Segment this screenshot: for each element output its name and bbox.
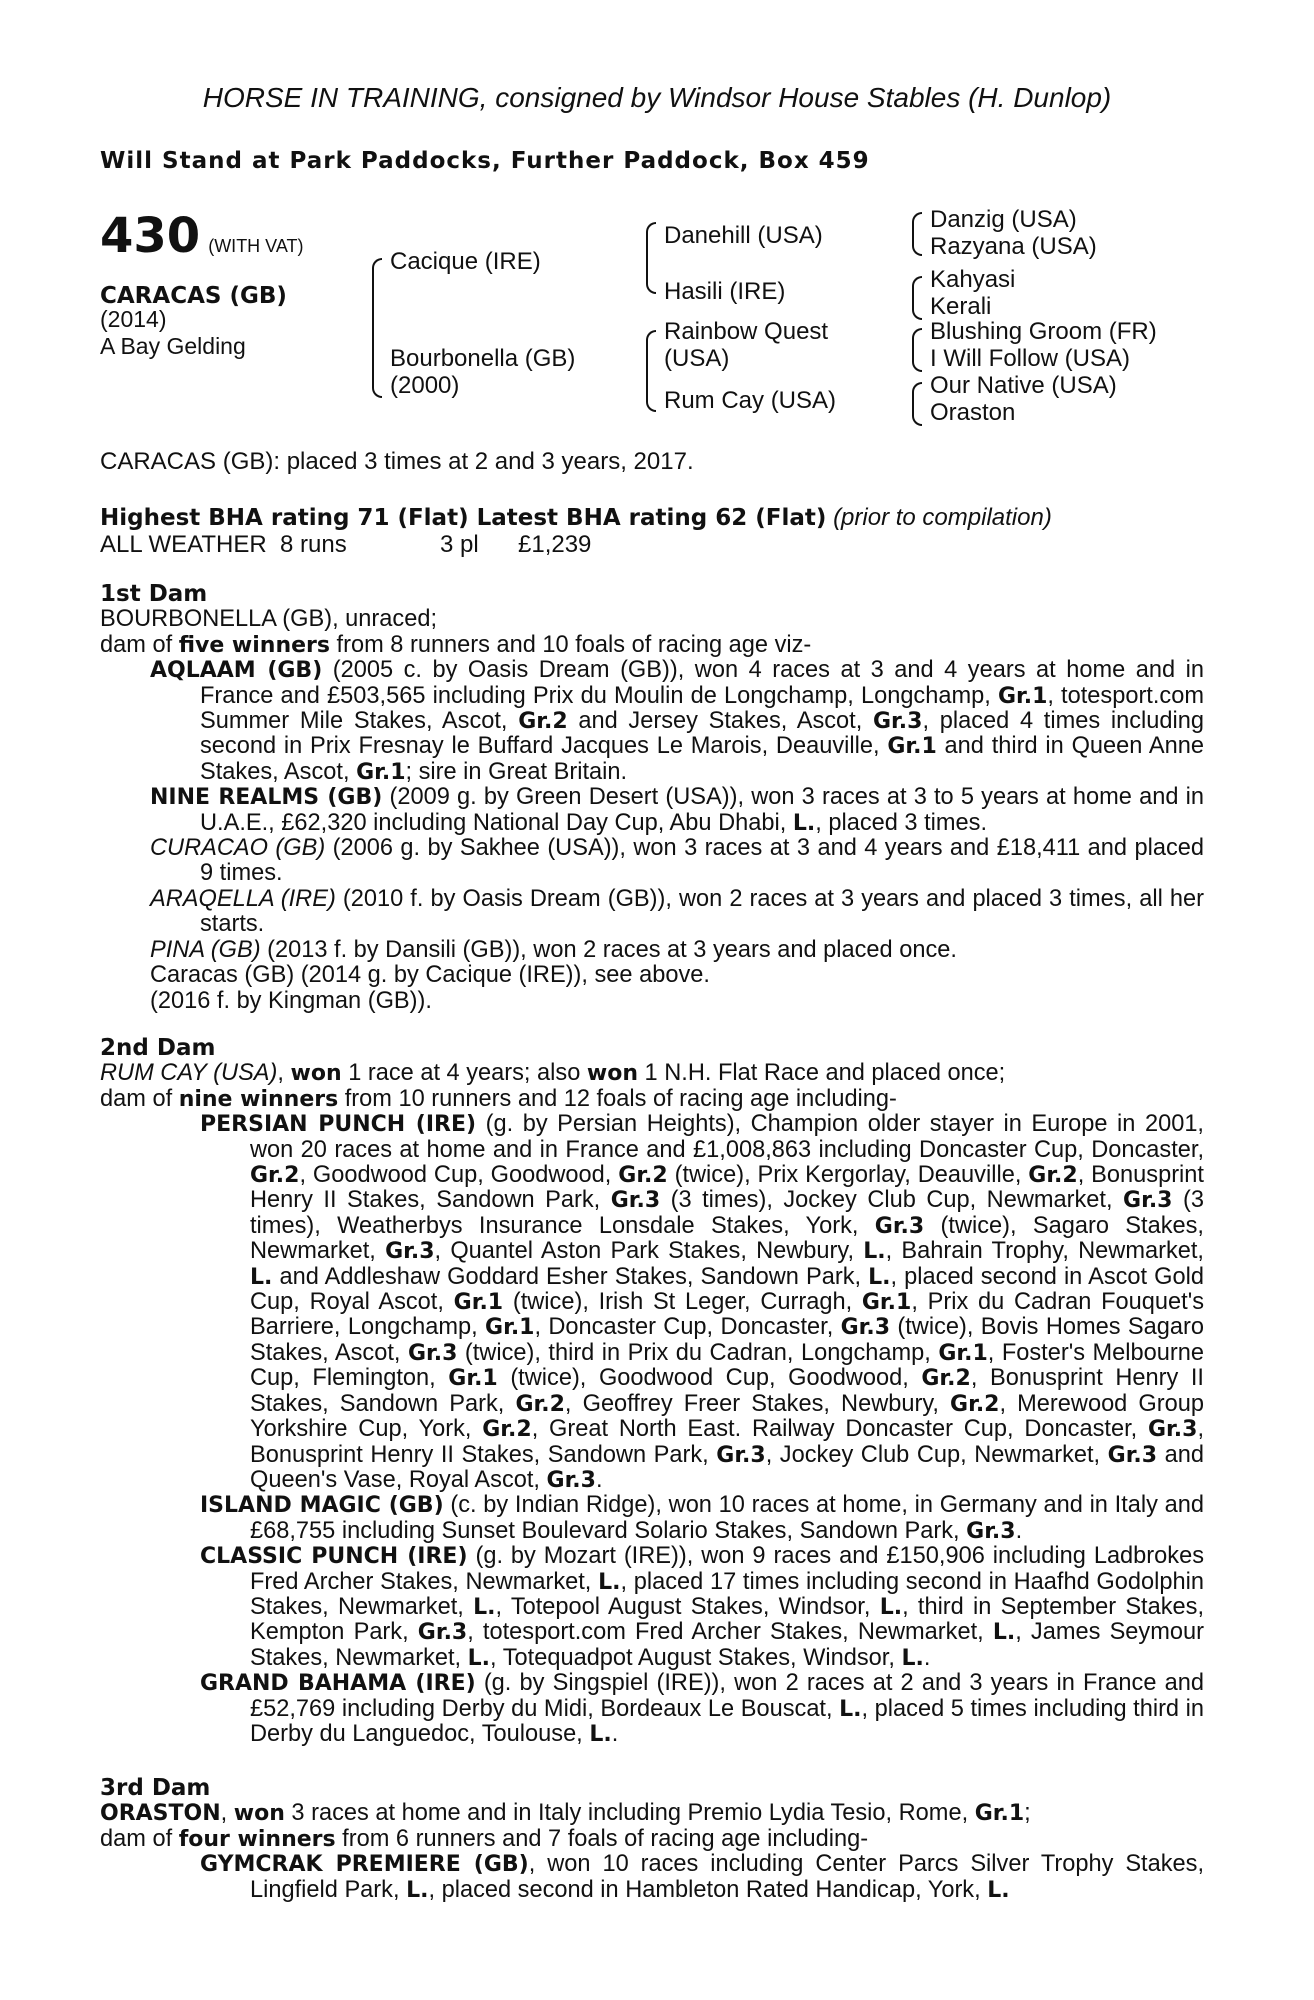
race-summary: CARACAS (GB): placed 3 times at 2 and 3 years, 2017. [100, 448, 694, 475]
all-weather-record [100, 531, 591, 559]
page-header: HORSE IN TRAINING, consigned by Windsor House Stables (H. Dunlop) [202, 82, 1112, 113]
first-dam-section [100, 582, 1204, 1014]
pedigree-dss: Blushing Groom (FR) [930, 318, 1157, 345]
second-dam-entry: GRAND BAHAMA (IRE) (g. by Singspiel (IRE)), won 2 races at 2 and 3 years in France and £52,769 including Derby du Midi, Bordeaux Le Bouscat, L., placed 5 times including third in Derby du Languedoc, Toulouse, L.. [200, 1670, 1205, 1747]
pedigree-dsd: I Will Follow (USA) [930, 345, 1131, 372]
first-dam-entry: PINA (GB) (2013 f. by Dansili (GB)), won 2 races at 3 years and placed once. [150, 936, 957, 963]
second-dam-section [100, 1036, 1204, 1747]
second-dam-entry: PERSIAN PUNCH (IRE) (g. by Persian Heights), Champion older stayer in Europe in 2001, won 20 races at home and in France and £1,008,863 including Doncaster Cup, Doncaster, Gr.2, Goodwood Cup, Goodwood, Gr.2 (twice), Prix Kergorlay, Deauville, Gr.2, Bonusprint Henry II Stakes, Sandown Park, Gr.3 (3 times), Jockey Club Cup, Newmarket, Gr.3 (3 times), Weatherbys Insurance Lonsdale Stakes, York, Gr.3 (twice), Sagaro Stakes, Newmarket, Gr.3, Quantel Aston Park Stakes, Newbury, L., Bahrain Trophy, Newmarket, L. and Addleshaw Goddard Esher Stakes, Sandown Park, L., placed second in Ascot Gold Cup, Royal Ascot, Gr.1 (twice), Irish St Leger, Curragh, Gr.1, Prix du Cadran Fouquet's Barriere, Longchamp, Gr.1, Doncaster Cup, Doncaster, Gr.3 (twice), Bovis Homes Sagaro Stakes, Ascot, Gr.3 (twice), third in Prix du Cadran, Longchamp, Gr.1, Foster's Melbourne Cup, Flemington, Gr.1 (twice), Goodwood Cup, Goodwood, Gr.2, Bonusprint Henry II Stakes, Sandown Park, Gr.2, Geoffrey Freer Stakes, Newbury, Gr.2, Merewood Group Yorkshire Cup, York, Gr.2, Great North East. Railway Doncaster Cup, Doncaster, Gr.3, Bonusprint Henry II Stakes, Sandown Park, Gr.3, Jockey Club Cup, Newmarket, Gr.3 and Queen's Vase, Royal Ascot, Gr.3. [200, 1111, 1205, 1493]
pedigree-sds: Kahyasi [930, 266, 1016, 293]
second-dam-intro: RUM CAY (USA), won 1 race at 4 years; also won 1 N.H. Flat Race and placed once; [100, 1060, 1006, 1087]
rating-text: Highest BHA rating 71 (Flat) Latest BHA rating 62 (Flat) [100, 505, 827, 531]
second-dam-entry: ISLAND MAGIC (GB) (c. by Indian Ridge), won 10 races at home, in Germany and in Italy and £68,755 including Sunset Boulevard Solario Stakes, Sandown Park, Gr.3. [200, 1492, 1204, 1544]
pedigree-dam-sire-1: Rainbow Quest [664, 318, 829, 345]
stand-location: Will Stand at Park Paddocks, Further Paddock, Box 459 [100, 148, 870, 174]
third-dam-section [100, 1776, 1204, 1903]
pedigree-brace-dam [646, 330, 656, 412]
pedigree-ssd: Razyana (USA) [930, 233, 1097, 260]
third-dam-intro: ORASTON, won 3 races at home and in Italy including Premio Lydia Tesio, Rome, Gr.1; [100, 1800, 1031, 1827]
lot-number: 430 [100, 208, 201, 264]
first-dam-produce-line: dam of five winners from 8 runners and 10 foals of racing age viz- [100, 631, 812, 658]
aw-runs: 8 runs [280, 531, 347, 558]
pedigree-sire-dam: Hasili (IRE) [664, 278, 786, 305]
second-dam-produce-line: dam of nine winners from 10 runners and 12 foals of racing age including- [100, 1085, 897, 1112]
pedigree-dam-sire-2: (USA) [664, 345, 730, 372]
pedigree-sire-sire: Danehill (USA) [664, 222, 823, 249]
third-dam-heading: 3rd Dam [100, 1775, 211, 1801]
second-dam-heading: 2nd Dam [100, 1035, 216, 1061]
rating-note: (prior to compilation) [833, 504, 1052, 531]
third-dam-produce-line: dam of four winners from 6 runners and 7 foals of racing age including- [100, 1825, 869, 1852]
pedigree-dam-dam: Rum Cay (USA) [664, 387, 837, 414]
aw-earnings: £1,239 [518, 531, 592, 558]
pedigree-dam-year: (2000) [390, 372, 460, 399]
pedigree-brace-sd [912, 276, 922, 320]
first-dam-entry: NINE REALMS (GB) (2009 g. by Green Desert (USA)), won 3 races at 3 to 5 years at home and in U.A.E., £62,320 including National Day Cup, Abu Dhabi, L., placed 3 times. [150, 784, 1204, 836]
horse-name: CARACAS (GB) [100, 283, 287, 309]
pedigree-sss: Danzig (USA) [930, 206, 1077, 233]
first-dam-heading: 1st Dam [100, 581, 208, 607]
third-dam-entry: GYMCRAK PREMIERE (GB), won 10 races including Center Parcs Silver Trophy Stakes, Lingfield Park, L., placed second in Hambleton Rated Handicap, York, L. [200, 1851, 1204, 1903]
vat-note: (WITH VAT) [208, 236, 304, 256]
pedigree-dds: Our Native (USA) [930, 372, 1117, 399]
pedigree-brace-ds [912, 328, 922, 372]
first-dam-entry: AQLAAM (GB) (2005 c. by Oasis Dream (GB)), won 4 races at 3 and 4 years at home and in France and £503,565 including Prix du Moulin de Longchamp, Longchamp, Gr.1, totesport.com Summer Mile Stakes, Ascot, Gr.2 and Jersey Stakes, Ascot, Gr.3, placed 4 times including second in Prix Fresnay le Buffard Jacques Le Marois, Deauville, Gr.1 and third in Queen Anne Stakes, Ascot, Gr.1; sire in Great Britain. [150, 657, 1204, 785]
first-dam-entry: Caracas (GB) (2014 g. by Cacique (IRE)), see above. [150, 962, 710, 989]
pedigree-sdd: Kerali [930, 293, 992, 320]
first-dam-entry: CURACAO (GB) (2006 g. by Sakhee (USA)), won 3 races at 3 and 4 years and £18,411 and placed 9 times. [150, 835, 1204, 887]
second-dam-entry: CLASSIC PUNCH (IRE) (g. by Mozart (IRE)), won 9 races and £150,906 including Ladbrokes Fred Archer Stakes, Newmarket, L., placed 17 times including second in Haafhd Godolphin Stakes, Newmarket, L., Totepool August Stakes, Windsor, L., third in September Stakes, Kempton Park, Gr.3, totesport.com Fred Archer Stakes, Newmarket, L., James Seymour Stakes, Newmarket, L., Totequadpot August Stakes, Windsor, L.. [200, 1543, 1205, 1671]
pedigree-brace-dd [912, 382, 922, 426]
pedigree-brace-ss [912, 212, 922, 256]
pedigree-brace-gen1 [372, 258, 382, 398]
horse-description: A Bay Gelding [100, 333, 246, 359]
first-dam-intro: BOURBONELLA (GB), unraced; [100, 606, 437, 633]
first-dam-entry: (2016 f. by Kingman (GB)). [150, 987, 432, 1014]
aw-placed: 3 pl [440, 531, 479, 558]
horse-year: (2014) [100, 306, 167, 332]
pedigree-brace-sire [646, 222, 656, 294]
pedigree-ddd: Oraston [930, 399, 1016, 426]
pedigree-dam-name: Bourbonella (GB) [390, 345, 576, 372]
lot-number-block [100, 208, 304, 264]
pedigree-sire: Cacique (IRE) [390, 248, 541, 275]
aw-label: ALL WEATHER [100, 531, 267, 558]
first-dam-entry: ARAQELLA (IRE) (2010 f. by Oasis Dream (GB)), won 2 races at 3 years and placed 3 times, all her starts. [150, 885, 1204, 938]
bha-rating [100, 504, 1052, 532]
